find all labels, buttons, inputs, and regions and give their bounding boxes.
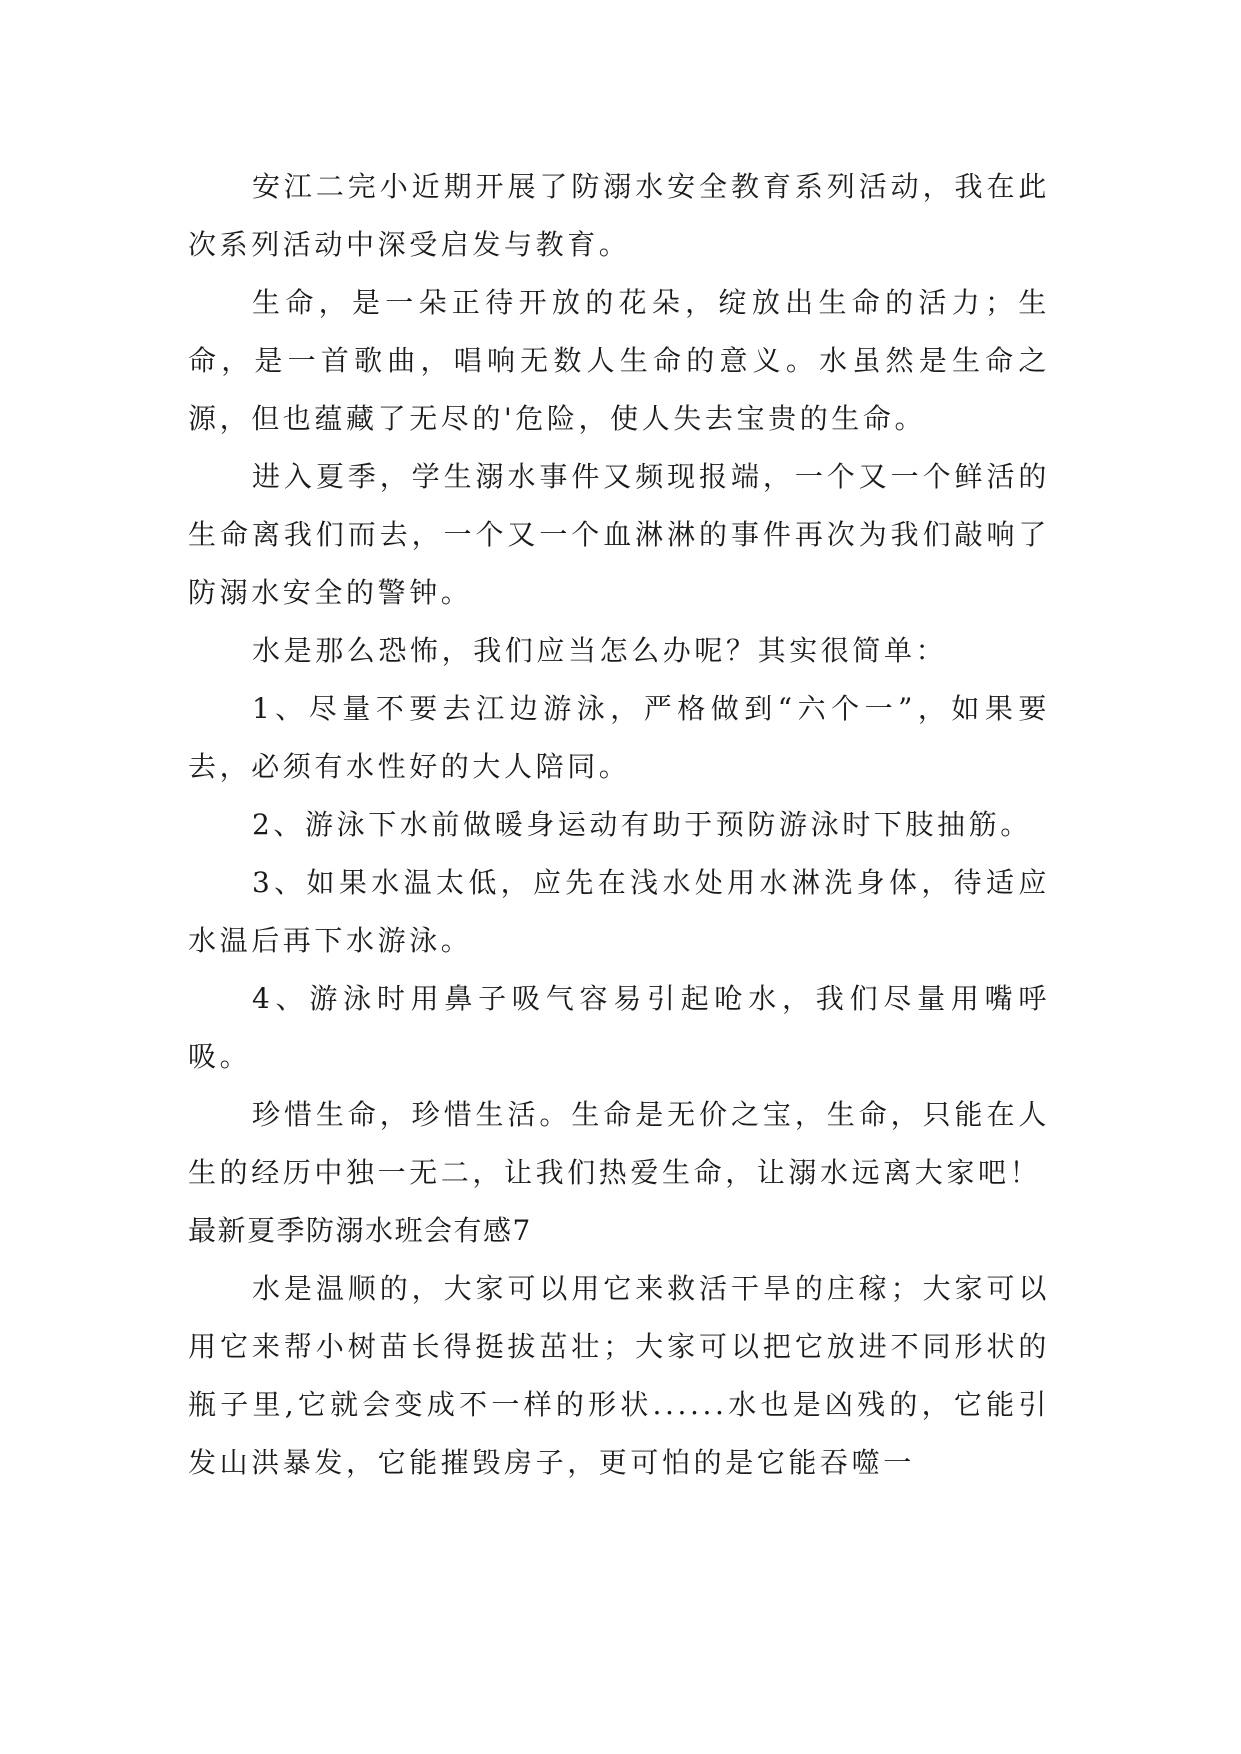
section-heading: 最新夏季防溺水班会有感7 (188, 1214, 532, 1247)
list-item: 2、游泳下水前做暖身运动有助于预防游泳时下肢抽筋。 (252, 808, 1032, 841)
list-item: 4、游泳时用鼻子吸气容易引起呛水，我们尽量用嘴呼吸。 (188, 982, 1050, 1073)
paragraph: 生命，是一朵正待开放的花朵，绽放出生命的活力；生命，是一首歌曲，唱响无数人生命的意义。水虽然是生命之源，但也蕴藏了无尽的'危险，使人失去宝贵的生命。 (188, 286, 1050, 435)
paragraph: 水是温顺的，大家可以用它来救活干旱的庄稼；大家可以用它来帮小树苗长得挺拔茁壮；大家可以把它放进不同形状的瓶子里,它就会变成不一样的形状......水也是凶残的，它能引发山洪暴发，它能摧毁房子，更可怕的是它能吞噬一 (188, 1272, 1050, 1479)
paragraph: 进入夏季，学生溺水事件又频现报端，一个又一个鲜活的生命离我们而去，一个又一个血淋淋的事件再次为我们敲响了防溺水安全的警钟。 (188, 460, 1050, 609)
paragraph: 安江二完小近期开展了防溺水安全教育系列活动，我在此次系列活动中深受启发与教育。 (188, 170, 1050, 261)
list-item: 3、如果水温太低，应先在浅水处用水淋洗身体，待适应水温后再下水游泳。 (188, 866, 1050, 957)
paragraph: 珍惜生命，珍惜生活。生命是无价之宝，生命，只能在人生的经历中独一无二，让我们热爱生命，让溺水远离大家吧！ (188, 1098, 1050, 1189)
list-item: 1、尽量不要去江边游泳，严格做到“六个一”，如果要去，必须有水性好的大人陪同。 (188, 692, 1050, 783)
paragraph: 水是那么恐怖，我们应当怎么办呢？其实很简单： (252, 634, 948, 667)
document-body (188, 158, 1050, 1492)
